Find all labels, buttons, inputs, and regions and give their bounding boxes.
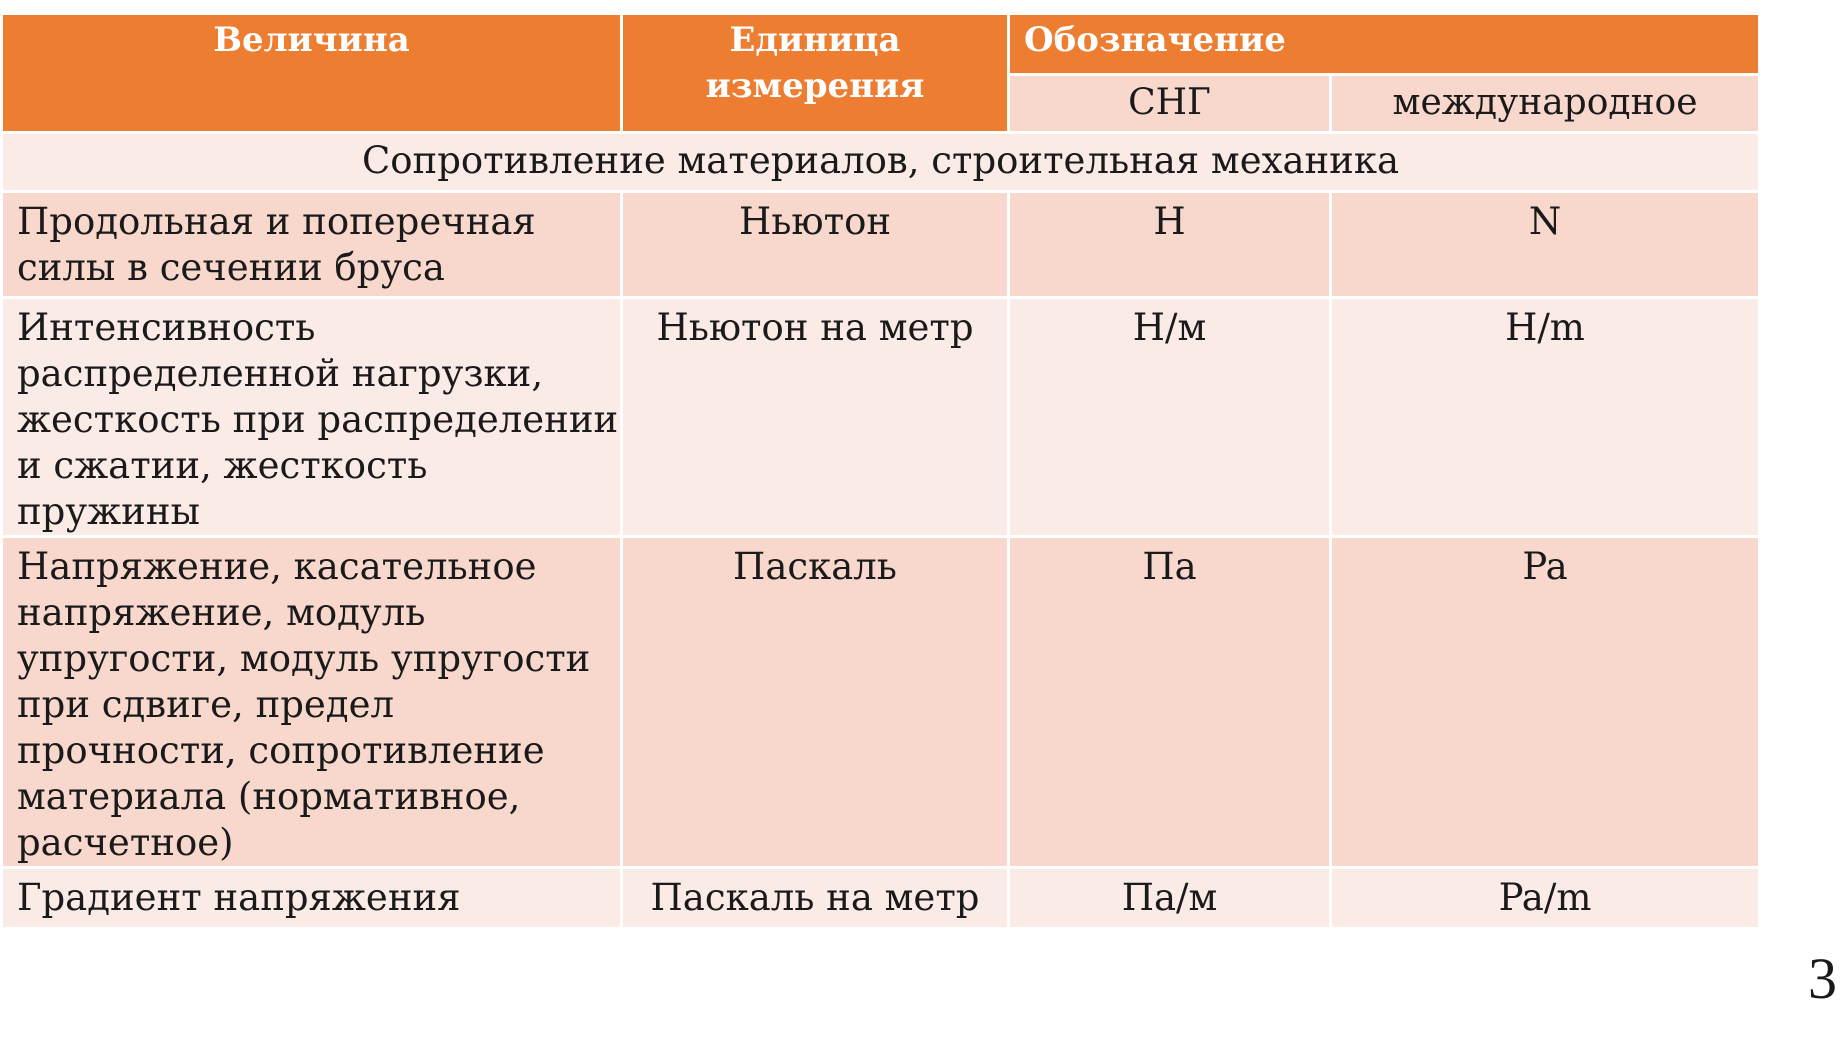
header-international <box>1331 75 1760 133</box>
header-cis <box>1009 75 1331 133</box>
cell-unit: Паскаль на метр <box>622 868 1009 929</box>
cell-unit: Паскаль <box>622 537 1009 868</box>
cell-quantity: Градиент напряжения <box>2 868 622 929</box>
section-title: Сопротивление материалов, строительная механика <box>361 139 1400 182</box>
table-row <box>2 298 1760 537</box>
header-unit <box>622 14 1009 133</box>
section-row <box>2 133 1760 192</box>
cell-cis: Па/м <box>1009 868 1331 929</box>
cell-quantity: Продольная и поперечная силы в сечении бруса <box>2 192 622 298</box>
cell-unit: Ньютон на метр <box>622 298 1009 537</box>
header-unit-label: Единица измерения <box>705 20 925 106</box>
cell-quantity: Интенсивность распределенной нагрузки, жесткость при распределении и сжатии, жесткость пружины <box>2 298 622 537</box>
cell-cis: Па <box>1009 537 1331 868</box>
cell-international: Pa/m <box>1331 868 1760 929</box>
cell-international: Pa <box>1331 537 1760 868</box>
cell-cis: Н/м <box>1009 298 1331 537</box>
cell-international: Н/m <box>1331 298 1760 537</box>
header-cis-label: СНГ <box>1128 82 1211 123</box>
table-row <box>2 537 1760 868</box>
header-quantity <box>2 14 622 133</box>
header-designation-label: Обозначение <box>1024 20 1286 60</box>
header-quantity-label: Величина <box>213 20 410 60</box>
cell-quantity: Напряжение, касательное напряжение, модуль упругости, модуль упругости при сдвиге, предел прочности, сопротивление материала (нормативное, расчетное) <box>2 537 622 868</box>
cell-unit: Ньютон <box>622 192 1009 298</box>
cell-international: N <box>1331 192 1760 298</box>
header-international-label: международное <box>1392 82 1698 123</box>
table-row <box>2 192 1760 298</box>
page-number: 3 <box>1808 946 1837 1011</box>
header-designation <box>1009 14 1760 75</box>
table-row <box>2 868 1760 929</box>
units-table <box>0 12 1761 930</box>
cell-cis: Н <box>1009 192 1331 298</box>
